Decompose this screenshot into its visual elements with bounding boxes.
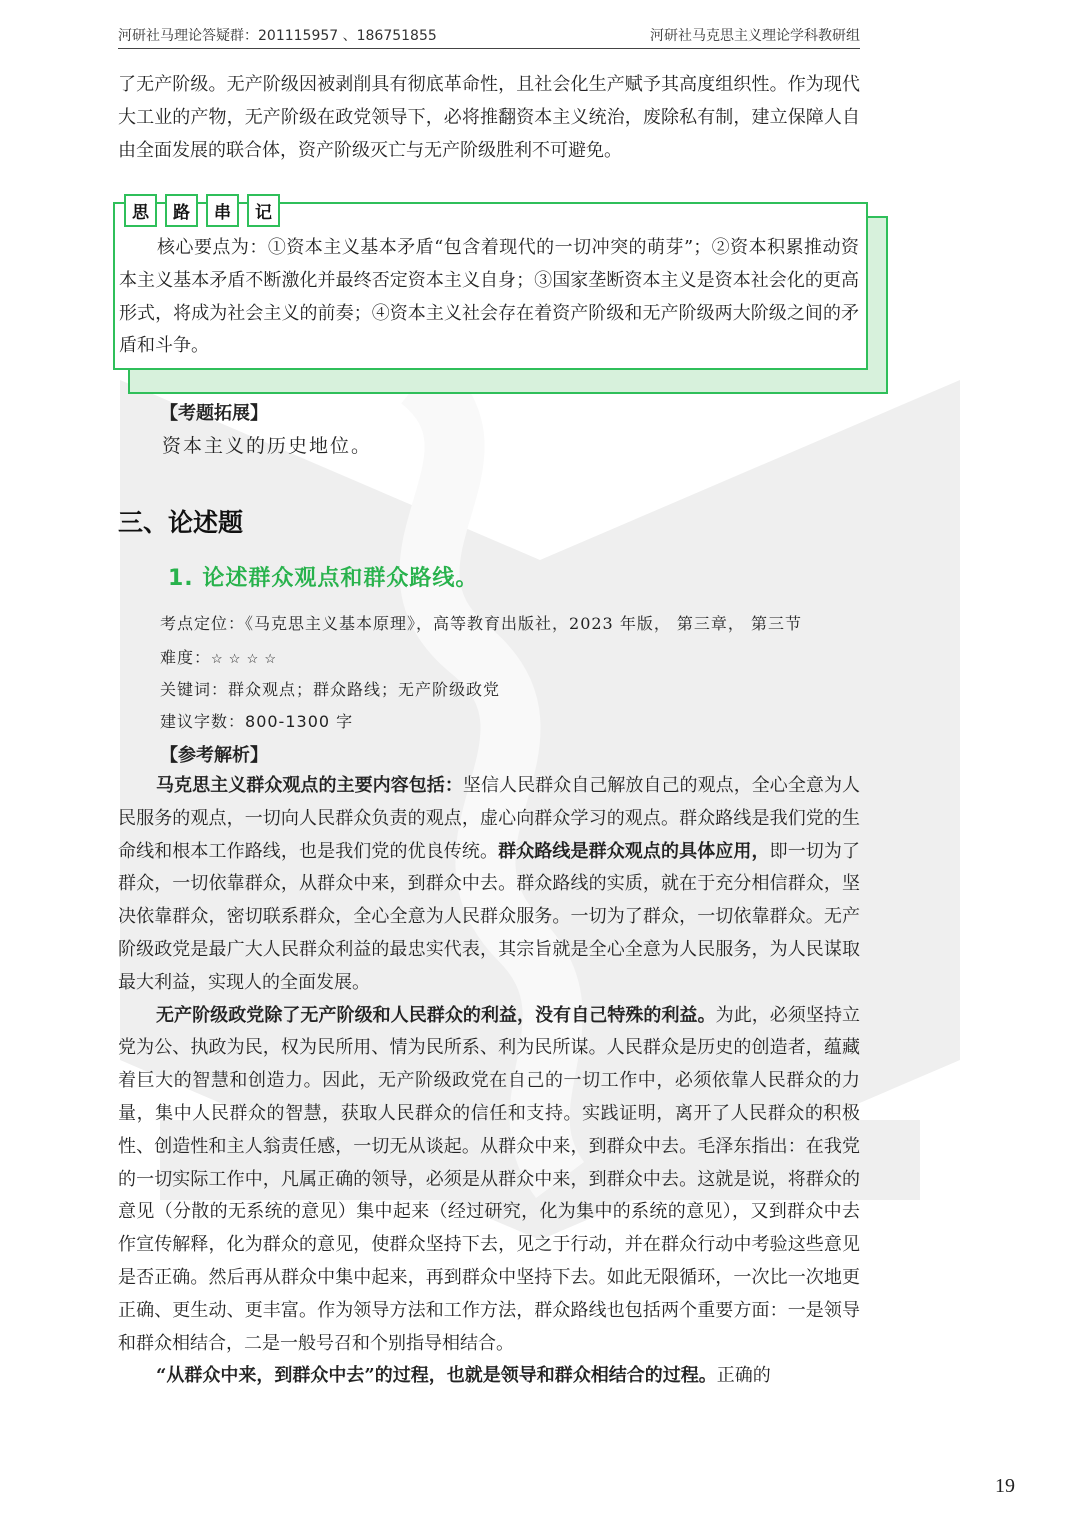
reference-title: 【参考解析】 xyxy=(160,745,268,766)
header-left-text: 河研社马理论答疑群：201115957 、186751855 xyxy=(118,28,437,44)
keywords-line xyxy=(160,677,500,700)
think-tag-3: 串 xyxy=(206,194,239,227)
p2-bold: 无产阶级政党除了无产阶级和人民群众的利益，没有自己特殊的利益。 xyxy=(156,1004,716,1026)
header-right-text: 河研社马克思主义理论学科教研组 xyxy=(650,28,860,44)
analysis-paragraph-1 xyxy=(118,770,860,1000)
extension-title: 【考题拓展】 xyxy=(160,403,268,424)
p2-text: 为此，必须坚持立党为公、执政为民，权为民所用、情为民所系、利为民所谋。人民群众是历史的创造者，蕴藏着巨大的智慧和创造力。因此，无产阶级政党在自己的一切工作中，必须依靠人民群众的力量，集中人民群众的智慧，获取人民群众的信任和支持。实践证明，离开了人民群众的积极性、创造性和主人翁责任感，一切无从谈起。从群众中来，到群众中去。毛泽东指出：在我党的一切实际工作中，凡属正确的领导，必须是从群众中来，到群众中去。这就是说，将群众的意见（分散的无系统的意见）集中起来（经过研究，化为集中的系统的意见），又到群众中去作宣传解释，化为群众的意见，使群众坚持下去，见之于行动，并在群众行动中考验这些意见是否正确。然后再从群众中集中起来，再到群众中坚持下去。如此无限循环，一次比一次地更正确、更生动、更丰富。作为领导方法和工作方法，群众路线也包括两个重要方面：一是领导和群众相结合，二是一般号召和个别指导相结合。 xyxy=(118,1004,861,1354)
p1-bold-2: 群众路线是群众观点的具体应用， xyxy=(498,840,770,862)
difficulty-stars: ☆ ☆ ☆ ☆ xyxy=(211,652,278,667)
kaodian-line xyxy=(160,611,802,634)
wordcount-value: 800-1300 字 xyxy=(245,712,354,731)
difficulty-line xyxy=(160,645,277,668)
difficulty-label: 难度： xyxy=(160,648,212,667)
think-box-text xyxy=(119,232,859,363)
intro-text: 了无产阶级。无产阶级因被剥削具有彻底革命性，且社会化生产赋予其高度组织性。作为现代大工业的产物，无产阶级在政党领导下，必将推翻资本主义统治，废除私有制，建立保障人自由全面发展的联合体，资产阶级灭亡与无产阶级胜利不可避免。 xyxy=(118,74,860,161)
kaodian-label: 考点定位： xyxy=(160,614,246,633)
wordcount-line xyxy=(160,709,353,732)
p1-bold-1: 马克思主义群众观点的主要内容包括： xyxy=(156,775,463,796)
intro-paragraph xyxy=(118,69,860,167)
section-title: 三、论述题 xyxy=(118,508,244,537)
think-box-paragraph: 核心要点为：①资本主义基本矛盾“包含着现代的一切冲突的萌芽”；②资本积累推动资本主义基本矛盾不断激化并最终否定资本主义自身；③国家垄断资本主义是资本社会化的更高形式，将成为社会主义的前奏；④资本主义社会存在着资产阶级和无产阶级两大阶级之间的矛盾和斗争。 xyxy=(119,237,859,357)
p1-text-2: 即一切为了群众，一切依靠群众，从群众中来，到群众中去。群众路线的实质，就在于充分相信群众，坚决依靠群众，密切联系群众，全心全意为人民群众服务。一切为了群众，一切依靠群众。无产阶级政党是最广大人民群众利益的最忠实代表，其宗旨就是全心全意为人民服务，为人民谋取最大利益，实现人的全面发展。 xyxy=(118,840,861,993)
keywords-label: 关键词： xyxy=(160,680,229,699)
keywords-value: 群众观点；群众路线；无产阶级政党 xyxy=(228,680,501,699)
p1-text-1: 坚信人民群众自己解放自己的观点，全心全意为人民服务的观点，一切向人民群众负责的观点，虚心向群众学习的观点。群众路线是我们党的生命线和根本工作路线，也是我们党的优良传统。 xyxy=(118,775,861,862)
kaodian-value: 《马克思主义基本原理》，高等教育出版社，2023 年版， 第三章， 第三节 xyxy=(245,614,802,633)
think-tag-2: 路 xyxy=(165,194,198,227)
page-number: 19 xyxy=(995,1475,1015,1497)
extension-body: 资本主义的历史地位。 xyxy=(162,435,373,457)
p3-text: 正确的 xyxy=(716,1365,771,1387)
think-tag-4: 记 xyxy=(247,194,280,227)
analysis-body xyxy=(118,770,860,1393)
think-tag-1: 思 xyxy=(124,194,157,227)
analysis-paragraph-2 xyxy=(118,1000,860,1361)
analysis-paragraph-3 xyxy=(118,1360,860,1393)
think-box-tags xyxy=(124,194,280,227)
page-header xyxy=(118,22,860,49)
question-title: 1. 论述群众观点和群众路线。 xyxy=(168,566,479,591)
wordcount-label: 建议字数： xyxy=(160,712,246,731)
p3-bold: “从群众中来，到群众中去”的过程，也就是领导和群众相结合的过程。 xyxy=(156,1365,717,1387)
